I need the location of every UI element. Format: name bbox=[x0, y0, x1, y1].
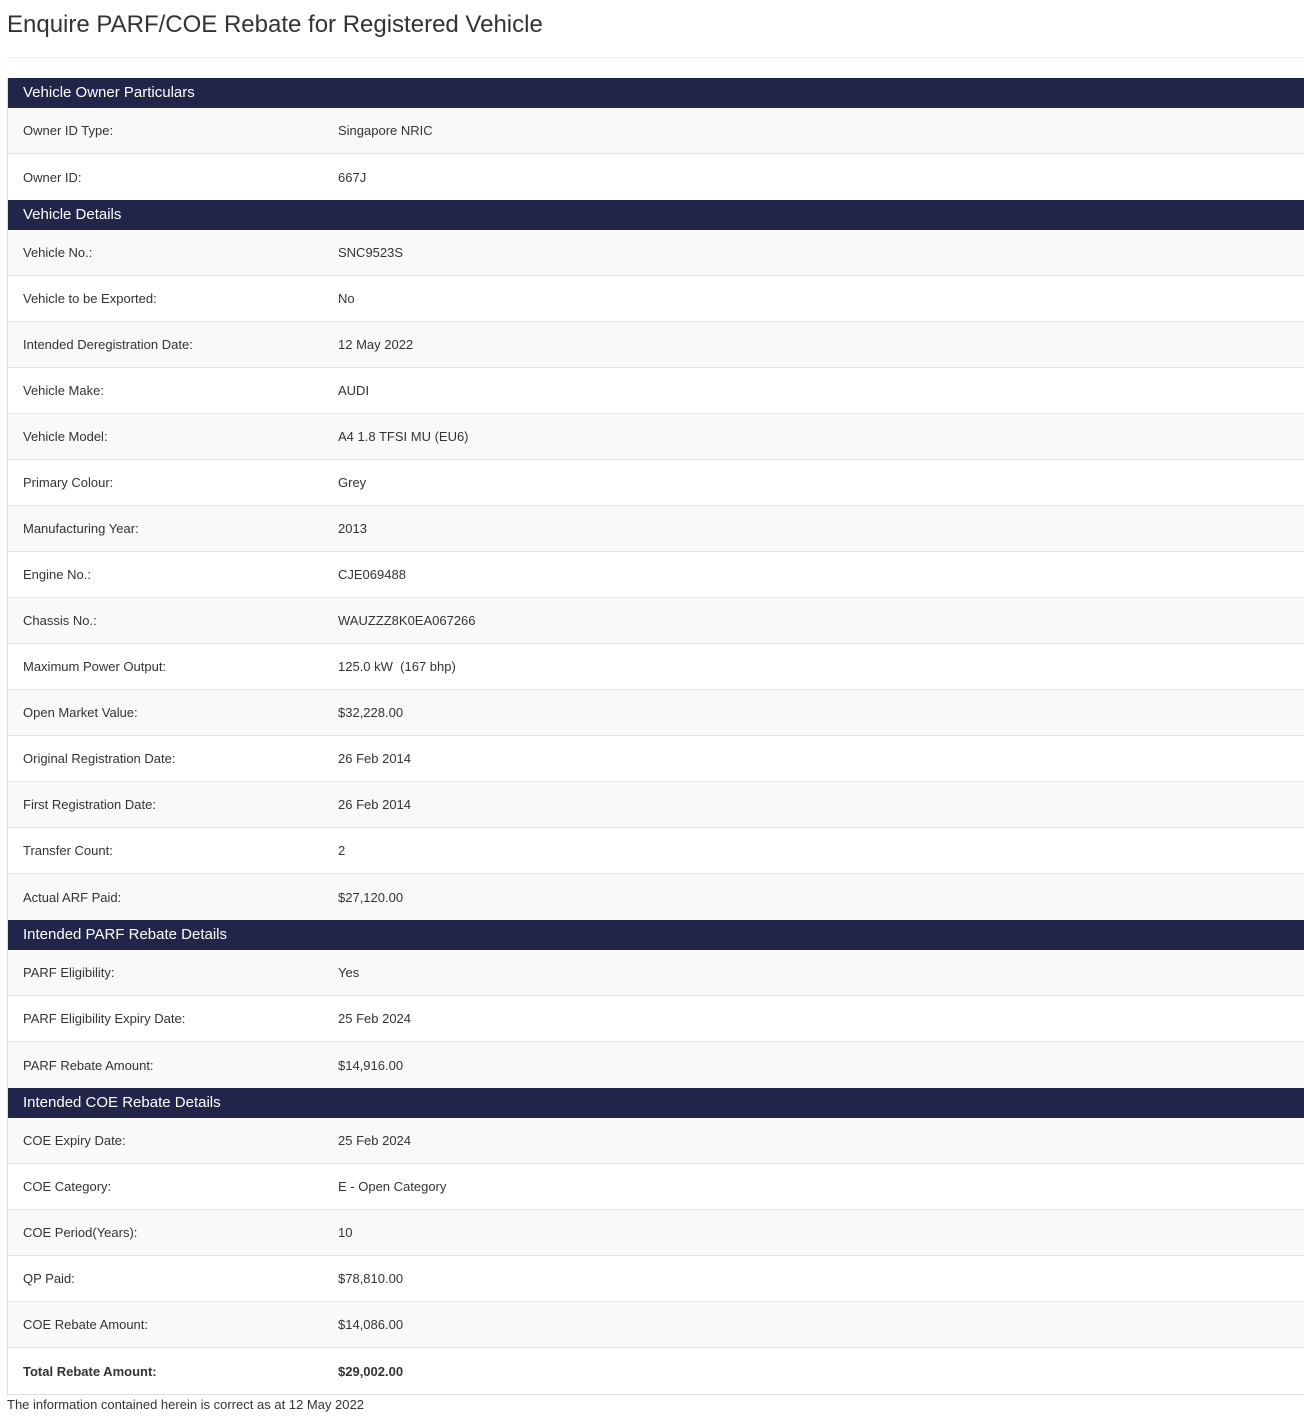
actual-arf-paid-row bbox=[8, 874, 1304, 920]
field-label: QP Paid: bbox=[23, 1271, 75, 1286]
field-value: 25 Feb 2024 bbox=[338, 1133, 412, 1148]
field-label: Chassis No.: bbox=[23, 613, 97, 628]
coe-category-row bbox=[8, 1164, 1304, 1210]
field-label: PARF Eligibility: bbox=[23, 965, 115, 980]
field-value: AUDI bbox=[338, 383, 370, 398]
field-label: PARF Eligibility Expiry Date: bbox=[23, 1011, 186, 1026]
field-value: 125.0 kW (167 bhp) bbox=[338, 659, 456, 674]
parf-eligibility-row bbox=[8, 950, 1304, 996]
field-value: 26 Feb 2014 bbox=[338, 751, 412, 766]
deregistration-date-row bbox=[8, 322, 1304, 368]
field-value: 12 May 2022 bbox=[338, 337, 414, 352]
field-label: Manufacturing Year: bbox=[23, 521, 139, 536]
field-value: E - Open Category bbox=[338, 1179, 447, 1194]
field-label: First Registration Date: bbox=[23, 797, 156, 812]
field-value: 667J bbox=[338, 169, 367, 185]
field-label: Vehicle Make: bbox=[23, 383, 104, 398]
parf-rebate-amount-row bbox=[8, 1042, 1304, 1088]
field-label: Maximum Power Output: bbox=[23, 659, 167, 674]
chassis-no-row bbox=[8, 598, 1304, 644]
field-value: 25 Feb 2024 bbox=[338, 1011, 412, 1026]
first-registration-date-row bbox=[8, 782, 1304, 828]
field-label: COE Category: bbox=[23, 1179, 112, 1194]
field-label: COE Expiry Date: bbox=[23, 1133, 126, 1148]
field-value: 2 bbox=[338, 843, 346, 858]
title-divider bbox=[7, 57, 1304, 58]
total-rebate-amount-row bbox=[8, 1348, 1304, 1394]
qp-paid-row bbox=[8, 1256, 1304, 1302]
rebate-details-panel bbox=[7, 78, 1304, 1395]
vehicle-details-section bbox=[8, 200, 1304, 920]
coe-expiry-date-row bbox=[8, 1118, 1304, 1164]
field-value: Yes bbox=[338, 965, 360, 980]
vehicle-exported-row bbox=[8, 276, 1304, 322]
field-label: Vehicle No.: bbox=[23, 245, 93, 260]
coe-period-row bbox=[8, 1210, 1304, 1256]
transfer-count-row bbox=[8, 828, 1304, 874]
max-power-output-row bbox=[8, 644, 1304, 690]
field-value: A4 1.8 TFSI MU (EU6) bbox=[338, 429, 469, 444]
vehicle-details-header: Vehicle Details bbox=[8, 200, 1304, 230]
field-label: Transfer Count: bbox=[23, 843, 113, 858]
field-label: Owner ID: bbox=[23, 169, 82, 185]
vehicle-no-row bbox=[8, 230, 1304, 276]
parf-rebate-header: Intended PARF Rebate Details bbox=[8, 920, 1304, 950]
field-value: $32,228.00 bbox=[338, 705, 404, 720]
field-value: 2013 bbox=[338, 521, 367, 536]
field-label: Original Registration Date: bbox=[23, 751, 176, 766]
page-title: Enquire PARF/COE Rebate for Registered Vehicle bbox=[7, 11, 543, 38]
parf-rebate-section bbox=[8, 920, 1304, 1088]
field-value: CJE069488 bbox=[338, 567, 406, 582]
coe-rebate-amount-row bbox=[8, 1302, 1304, 1348]
field-label: Intended Deregistration Date: bbox=[23, 337, 193, 352]
coe-rebate-section bbox=[8, 1088, 1304, 1394]
open-market-value-row bbox=[8, 690, 1304, 736]
field-value: $14,086.00 bbox=[338, 1317, 404, 1332]
field-label: COE Period(Years): bbox=[23, 1225, 138, 1240]
field-value: SNC9523S bbox=[338, 245, 404, 260]
field-label: Actual ARF Paid: bbox=[23, 889, 122, 905]
owner-id-type-row bbox=[8, 108, 1304, 154]
field-value: 26 Feb 2014 bbox=[338, 797, 412, 812]
vehicle-make-row bbox=[8, 368, 1304, 414]
field-label: PARF Rebate Amount: bbox=[23, 1057, 154, 1073]
vehicle-model-row bbox=[8, 414, 1304, 460]
field-value: 10 bbox=[338, 1225, 353, 1240]
field-value: WAUZZZ8K0EA067266 bbox=[338, 613, 476, 628]
field-label: Open Market Value: bbox=[23, 705, 138, 720]
field-value: $78,810.00 bbox=[338, 1271, 404, 1286]
field-value: $14,916.00 bbox=[338, 1057, 404, 1073]
field-label: Total Rebate Amount: bbox=[23, 1363, 157, 1379]
field-label: Primary Colour: bbox=[23, 475, 114, 490]
primary-colour-row bbox=[8, 460, 1304, 506]
field-label: Vehicle to be Exported: bbox=[23, 291, 157, 306]
coe-rebate-header: Intended COE Rebate Details bbox=[8, 1088, 1304, 1118]
field-value: $27,120.00 bbox=[338, 889, 404, 905]
owner-id-row bbox=[8, 154, 1304, 200]
engine-no-row bbox=[8, 552, 1304, 598]
field-label: Vehicle Model: bbox=[23, 429, 108, 444]
owner-particulars-section bbox=[8, 78, 1304, 200]
owner-particulars-header: Vehicle Owner Particulars bbox=[8, 78, 1304, 108]
information-disclaimer: The information contained herein is correct as at 12 May 2022 bbox=[7, 1397, 364, 1412]
parf-expiry-date-row bbox=[8, 996, 1304, 1042]
field-value: Grey bbox=[338, 475, 367, 490]
field-value: $29,002.00 bbox=[338, 1363, 404, 1379]
field-label: Engine No.: bbox=[23, 567, 91, 582]
original-registration-date-row bbox=[8, 736, 1304, 782]
field-value: Singapore NRIC bbox=[338, 123, 433, 138]
manufacturing-year-row bbox=[8, 506, 1304, 552]
field-value: No bbox=[338, 291, 355, 306]
field-label: Owner ID Type: bbox=[23, 123, 114, 138]
field-label: COE Rebate Amount: bbox=[23, 1317, 149, 1332]
